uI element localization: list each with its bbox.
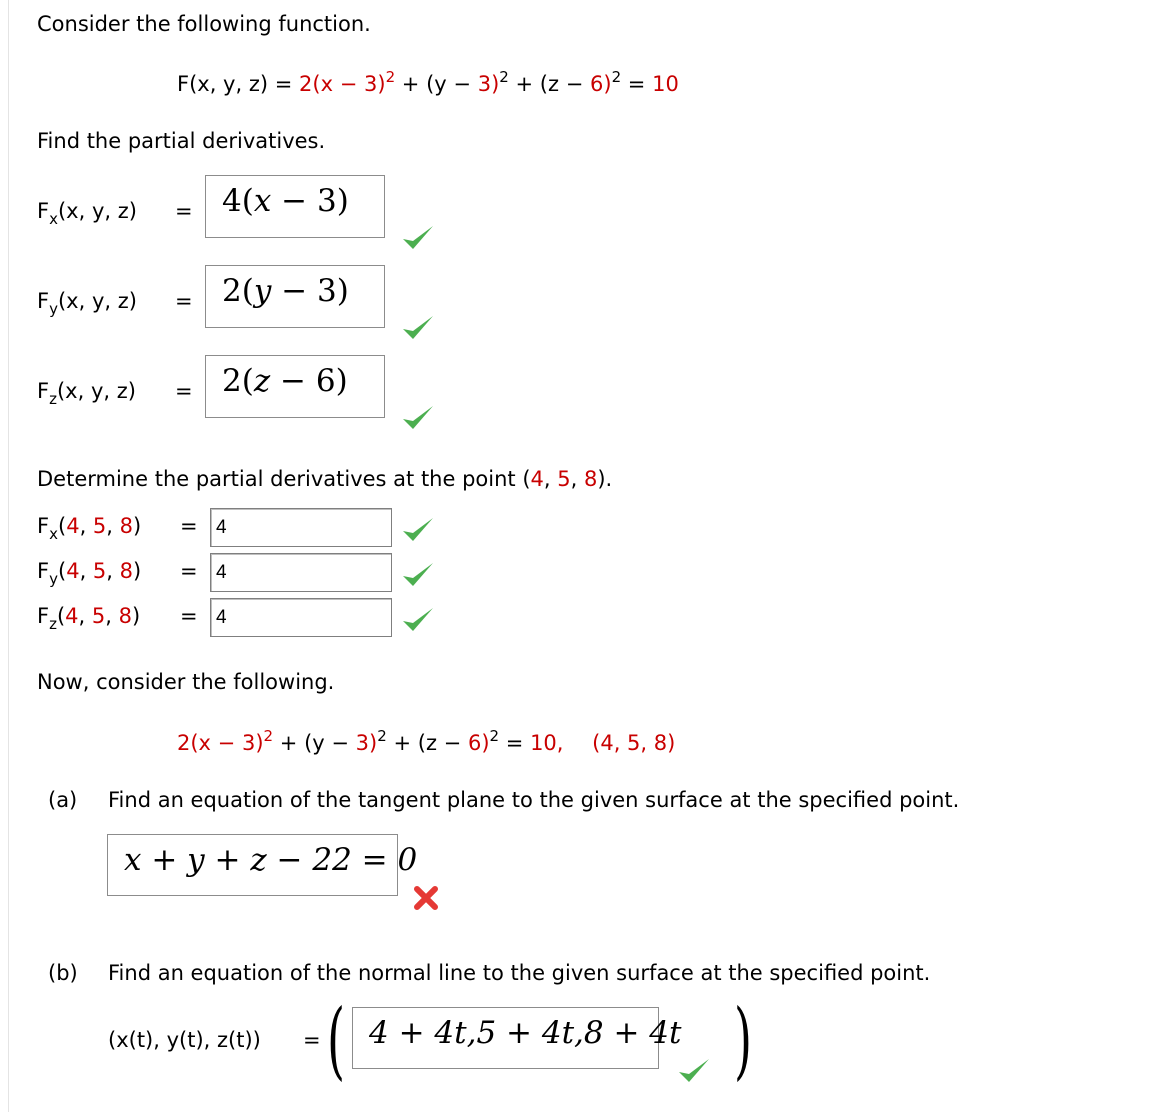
checkmark-icon <box>400 604 436 634</box>
point-prompt: Determine the partial derivatives at the point (4, 5, 8). <box>37 467 613 491</box>
equals-sign: = <box>180 514 198 538</box>
partial-label-x: $F_x(x$, y, z) <box>37 199 137 228</box>
value-input-fz[interactable]: 4 <box>210 598 392 637</box>
equals-sign: = <box>175 289 193 313</box>
tangent-plane-answer-box[interactable]: x + y + z − 22 = 0 <box>107 834 398 896</box>
part-b-label: (b) <box>48 961 78 985</box>
checkmark-icon <box>676 1055 712 1085</box>
partials-prompt: Find the partial derivatives. <box>37 129 326 153</box>
intro-text: Consider the following function. <box>37 12 371 36</box>
point-label-fz: $F_z(4$, 5, 8) <box>37 604 141 633</box>
equals-sign: = <box>175 379 193 403</box>
function-equation: F(x, y, $z) = 2(x - 3)^2 + (y - 3)^2 + (z - 6)^2 = 10$ <box>177 68 679 96</box>
value-input-fx[interactable]: 4 <box>210 508 392 547</box>
normal-line-answer-box[interactable]: 4 + 4t,5 + 4t,8 + 4t <box>352 1007 659 1069</box>
equals-sign: = <box>303 1028 321 1052</box>
answer-box-fx[interactable]: 4(x − 3) <box>205 175 385 238</box>
point-label-fx: $F_x(4$, 5, 8) <box>37 514 142 543</box>
equals-sign: = <box>180 559 198 583</box>
point-label-fy: $F_y(4$, 5, 8) <box>37 559 142 588</box>
checkmark-icon <box>400 402 436 432</box>
checkmark-icon <box>400 312 436 342</box>
part-a-text: Find an equation of the tangent plane to the given surface at the specified point. <box>108 788 960 812</box>
checkmark-icon <box>400 514 436 544</box>
answer-box-fz[interactable]: 2(z − 6) <box>205 355 385 418</box>
open-paren: ( <box>327 991 346 1089</box>
part-b-text: Find an equation of the normal line to the given surface at the specified point. <box>108 961 931 985</box>
surface-equation: $2(x - 3)^2 + (y - 3)^2 + (z - 6)^2 = 10$, (4, 5, 8) <box>177 727 676 755</box>
frame-left-border <box>8 0 9 1112</box>
part-a-label: (a) <box>48 788 78 812</box>
partial-label-z: $F_z(x$, y, z) <box>37 379 136 408</box>
now-text: Now, consider the following. <box>37 670 335 694</box>
value-input-fy[interactable]: 4 <box>210 553 392 592</box>
answer-box-fy[interactable]: 2(y − 3) <box>205 265 385 328</box>
close-paren: ) <box>734 991 753 1089</box>
checkmark-icon <box>400 222 436 252</box>
cross-icon <box>412 884 440 912</box>
checkmark-icon <box>400 559 436 589</box>
partial-label-y: $F_y(x$, y, z) <box>37 289 137 318</box>
equals-sign: = <box>175 199 193 223</box>
equals-sign: = <box>180 604 198 628</box>
normal-line-lhs: (x(t), y(t), z(t)) <box>108 1028 261 1052</box>
